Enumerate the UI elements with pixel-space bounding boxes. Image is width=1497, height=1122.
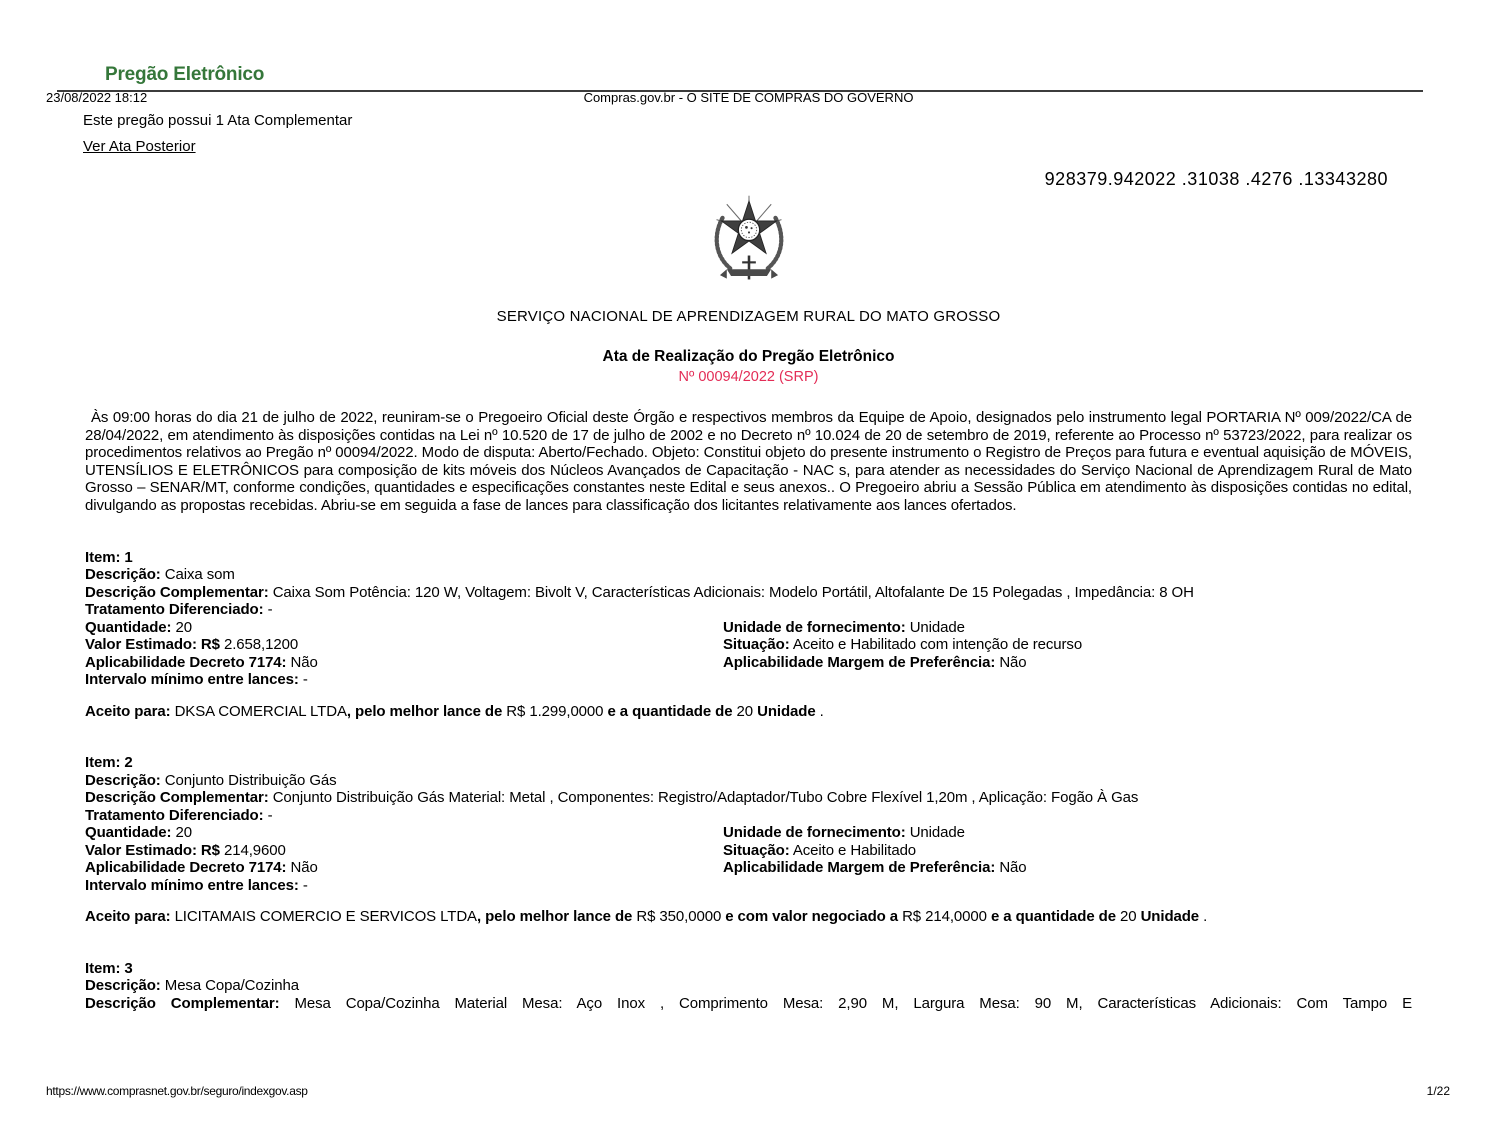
unidade-fornecimento-value: Unidade xyxy=(909,824,965,842)
valor-estimado-row xyxy=(85,842,723,860)
tratamento-label: Tratamento Diferenciado: xyxy=(85,806,264,824)
item-number: Item: 1 xyxy=(85,548,133,566)
descricao-value: Conjunto Distribuição Gás xyxy=(164,771,337,789)
item-number: Item: 2 xyxy=(85,754,133,772)
aplicabilidade-decreto-row xyxy=(85,654,723,672)
situacao-label: Situação: xyxy=(723,841,790,859)
descricao-complementar-value: Caixa Som Potência: 120 W, Voltagem: Bivolt V, Características Adicionais: Modelo Portátil, Altofalante De 15 Polegadas , Impedância: 8 OH xyxy=(272,583,1194,601)
unidade-fornecimento-row xyxy=(723,619,1412,637)
descricao-complementar-label: Descrição Complementar: xyxy=(85,789,269,807)
descricao-complementar-label: Descrição Complementar: xyxy=(85,994,280,1012)
aplicabilidade-decreto-row xyxy=(85,859,723,877)
quantidade-label: Quantidade: xyxy=(85,618,172,636)
intervalo-row xyxy=(85,877,1412,895)
quantidade-value: 20 xyxy=(175,824,192,842)
descricao-complementar-value: Mesa Copa/Cozinha Material Mesa: Aço Inox , Comprimento Mesa: 2,90 M, Largura Mesa: 90 M, Características Adicionais: Com Tampo E xyxy=(294,994,1412,1012)
unidade-fornecimento-label: Unidade de fornecimento: xyxy=(723,824,906,842)
aplicabilidade-margem-value: Não xyxy=(999,653,1027,671)
pregao-eletronico-printout xyxy=(0,64,1497,1122)
organization-name: SERVIÇO NACIONAL DE APRENDIZAGEM RURAL DO MATO GROSSO xyxy=(496,308,1001,325)
aceito-para-line: Aceito para: DKSA COMERCIAL LTDA, pelo melhor lance de R$ 1.299,0000 e a quantidade de 20 Unidade . xyxy=(85,702,824,720)
print-datetime: 23/08/2022 18:12 xyxy=(46,90,148,105)
descricao-row xyxy=(85,977,1412,995)
print-header xyxy=(46,90,1451,105)
ver-ata-posterior-link[interactable]: Ver Ata Posterior xyxy=(83,138,196,155)
document-subtitle-number: Nº 00094/2022 (SRP) xyxy=(678,369,819,385)
situacao-value: Aceito e Habilitado com intenção de recurso xyxy=(792,636,1083,654)
valor-estimado-value: 2.658,1200 xyxy=(224,636,299,654)
descricao-value: Caixa som xyxy=(164,566,235,584)
item-number: Item: 3 xyxy=(85,959,133,977)
quantidade-value: 20 xyxy=(175,618,192,636)
intervalo-label: Intervalo mínimo entre lances: xyxy=(85,671,299,689)
aplicabilidade-decreto-value: Não xyxy=(290,653,318,671)
aplicabilidade-decreto-label: Aplicabilidade Decreto 7174: xyxy=(85,653,287,671)
unidade-fornecimento-value: Unidade xyxy=(909,618,965,636)
footer-page-number: 1/22 xyxy=(1426,1084,1450,1098)
intervalo-row xyxy=(85,671,1412,689)
item-block-2 xyxy=(85,754,1412,926)
descricao-complementar-row xyxy=(85,995,1412,1013)
unidade-fornecimento-label: Unidade de fornecimento: xyxy=(723,618,906,636)
quantidade-row xyxy=(85,824,723,842)
situacao-row xyxy=(723,842,1412,860)
descricao-complementar-label: Descrição Complementar: xyxy=(85,583,269,601)
descricao-complementar-value: Conjunto Distribuição Gás Material: Metal , Componentes: Registro/Adaptador/Tubo Cobre Flexível 1,20m , Aplicação: Fogão À Gas xyxy=(272,789,1139,807)
descricao-complementar-row xyxy=(85,789,1412,807)
situacao-label: Situação: xyxy=(723,636,790,654)
descricao-label: Descrição: xyxy=(85,566,161,584)
intro-paragraph: Às 09:00 horas do dia 21 de julho de 2022, reuniram-se o Pregoeiro Oficial deste Órgão e respectivos membros da Equipe de Apoio, designados pelo instrumento legal PORTARIA Nº 009/2022/CA de 28/04/2022, em atendimento às disposições contidas na Lei nº 10.520 de 17 de julho de 2002 e no Decreto nº 10.024 de 20 de setembro de 2019, referente ao Processo nº 53723/2022, para realizar os procedimentos relativos ao Pregão nº 00094/2022. Modo de disputa: Aberto/Fechado. Objeto: Constitui objeto do presente instrumento o Registro de Preços para futura e eventual aquisição de MÓVEIS, UTENSÍLIOS E ELETRÔNICOS para composição de kits móveis dos Núcleos Avançados de Capacitação - NAC s, para atender as necessidades do Serviço Nacional de Aprendizagem Rural de Mato Grosso – SENAR/MT, conforme condições, quantidades e especificações constantes neste Edital e seus anexos.. O Pregoeiro abriu a Sessão Pública em atendimento às disposições contidas no edital, divulgando as propostas recebidas. Abriu-se em seguida a fase de lances para classificação dos licitantes relativamente aos lances ofertados. xyxy=(85,409,1412,514)
situacao-value: Aceito e Habilitado xyxy=(792,841,917,859)
unidade-fornecimento-row xyxy=(723,824,1412,842)
valor-estimado-label: Valor Estimado: R$ xyxy=(85,636,220,654)
footer-url: https://www.comprasnet.gov.br/seguro/indexgov.asp xyxy=(46,1084,308,1098)
valor-estimado-value: 214,9600 xyxy=(224,841,286,859)
valor-estimado-label: Valor Estimado: R$ xyxy=(85,841,220,859)
descricao-complementar-row xyxy=(85,584,1412,602)
situacao-row xyxy=(723,636,1412,654)
tratamento-value: - xyxy=(267,601,273,619)
aplicabilidade-decreto-value: Não xyxy=(290,859,318,877)
page-title: Pregão Eletrônico xyxy=(105,64,265,85)
document-title: Ata de Realização do Pregão Eletrônico xyxy=(602,348,895,365)
intervalo-value: - xyxy=(302,671,308,689)
tratamento-row xyxy=(85,807,1412,825)
brazil-coat-of-arms-icon xyxy=(706,194,792,288)
aplicabilidade-decreto-label: Aplicabilidade Decreto 7174: xyxy=(85,859,287,877)
aplicabilidade-margem-label: Aplicabilidade Margem de Preferência: xyxy=(723,859,996,877)
intervalo-value: - xyxy=(302,876,308,894)
item-block-3 xyxy=(85,960,1412,1013)
quantidade-label: Quantidade: xyxy=(85,824,172,842)
tratamento-label: Tratamento Diferenciado: xyxy=(85,601,264,619)
tratamento-value: - xyxy=(267,806,273,824)
aplicabilidade-margem-label: Aplicabilidade Margem de Preferência: xyxy=(723,653,996,671)
print-footer xyxy=(46,1084,1450,1098)
valor-estimado-row xyxy=(85,636,723,654)
intervalo-label: Intervalo mínimo entre lances: xyxy=(85,876,299,894)
aplicabilidade-margem-row xyxy=(723,859,1412,877)
document-number: 928379.942022 .31038 .4276 .13343280 xyxy=(1044,169,1388,189)
ata-complementar-note: Este pregão possui 1 Ata Complementar xyxy=(83,112,353,129)
descricao-value: Mesa Copa/Cozinha xyxy=(164,977,300,995)
quantidade-row xyxy=(85,619,723,637)
descricao-row xyxy=(85,566,1412,584)
tratamento-row xyxy=(85,601,1412,619)
aplicabilidade-margem-row xyxy=(723,654,1412,672)
print-site-title: Compras.gov.br - O SITE DE COMPRAS DO GOVERNO xyxy=(583,90,914,105)
descricao-label: Descrição: xyxy=(85,977,161,995)
descricao-row xyxy=(85,772,1412,790)
item-block-1 xyxy=(85,549,1412,721)
document-body xyxy=(0,64,1497,1012)
aplicabilidade-margem-value: Não xyxy=(999,859,1027,877)
descricao-label: Descrição: xyxy=(85,771,161,789)
aceito-para-line: Aceito para: LICITAMAIS COMERCIO E SERVICOS LTDA, pelo melhor lance de R$ 350,0000 e com valor negociado a R$ 214,0000 e a quantidade de 20 Unidade . xyxy=(85,908,1208,926)
